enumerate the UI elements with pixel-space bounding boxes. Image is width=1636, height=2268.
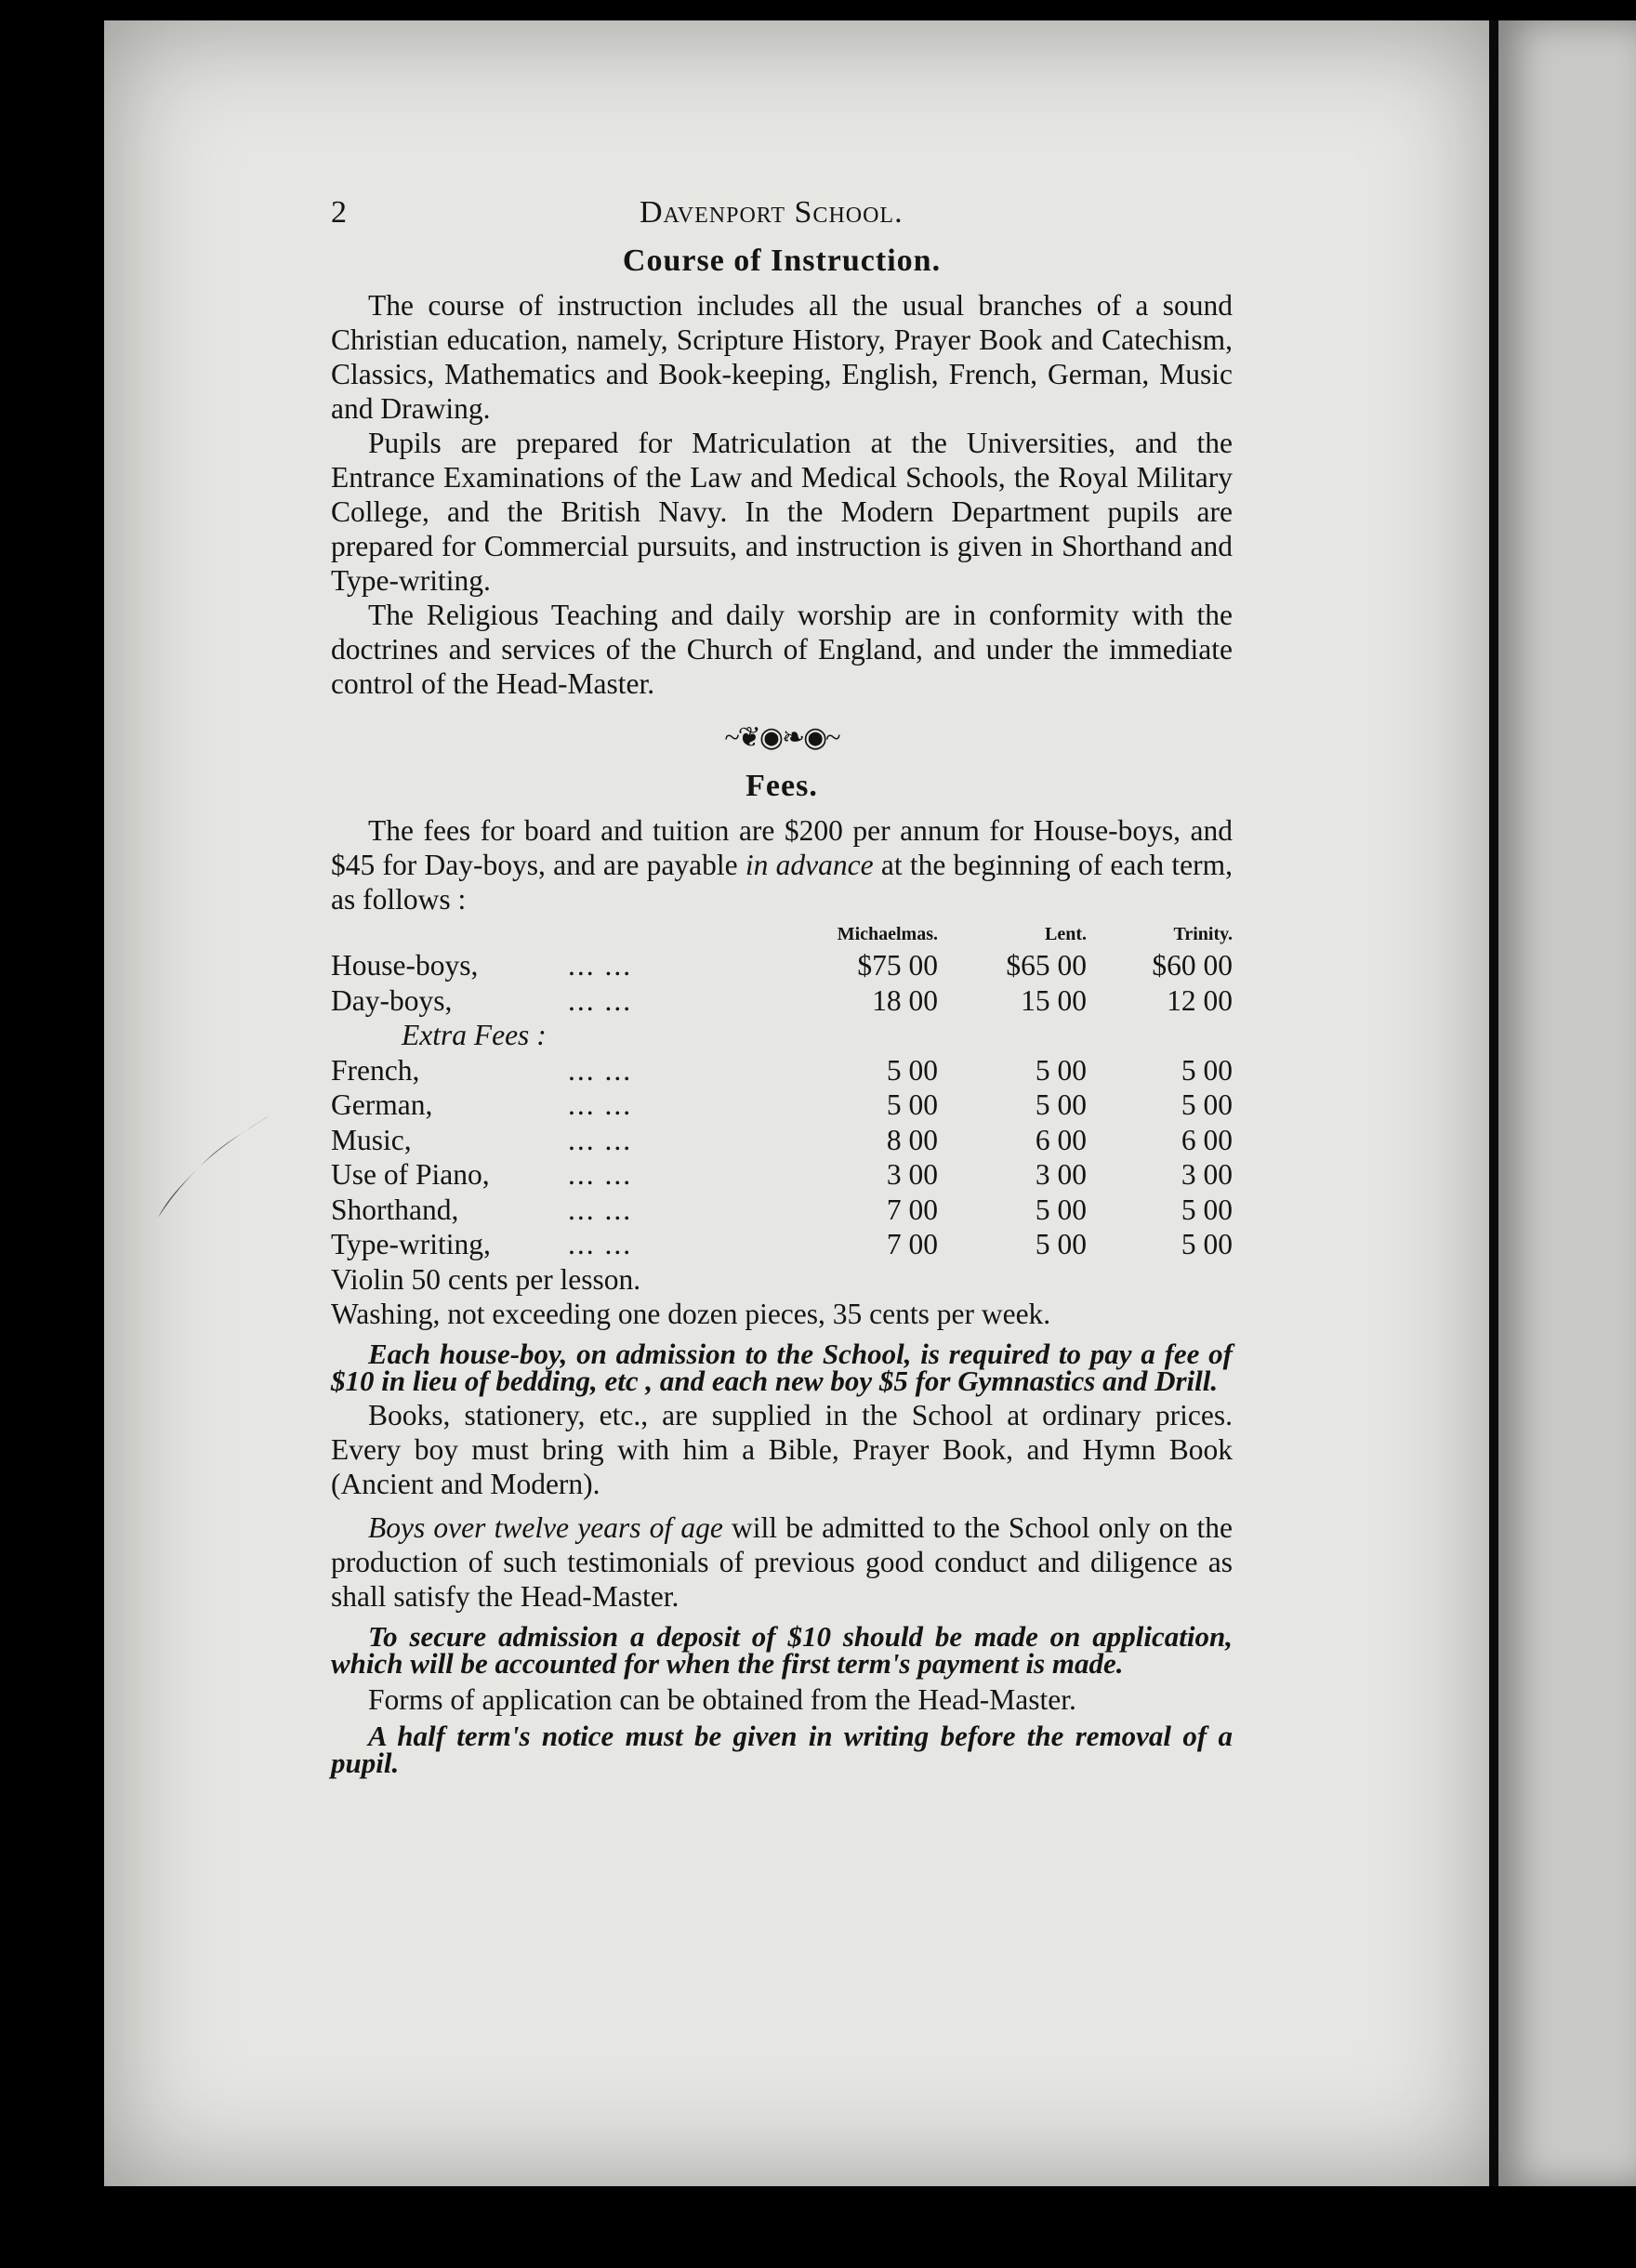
course-paragraph-3: The Religious Teaching and daily worship are in conformity with the doctrines and services of the Church of England, and under the immediate control of the Head-Master. [331, 599, 1233, 700]
table-row: Use of Piano, ... ... 3 00 3 00 3 00 [331, 1158, 1233, 1191]
page-number: 2 [331, 195, 347, 230]
fees-intro [331, 813, 1233, 916]
washing-fee: Washing, not exceeding one dozen pieces, 35 cents per week. [331, 1297, 1051, 1330]
fees-intro-part2: at the beginning of each term, as follows : [331, 849, 1234, 916]
deposit-notice: To secure admission a deposit of $10 should be made on application, which will be accounted for when the first term's payment is made. [331, 1619, 1233, 1680]
fees-intro-part1: The fees for board and tuition are $200 per annum for House-boys, and $45 for Day-boys, and are payable [331, 814, 1233, 881]
fees-table [331, 920, 1233, 1262]
decorative-divider: ~❦◉❧◉~ [724, 722, 839, 753]
fees-section-title: Fees. [745, 769, 818, 803]
column-michaelmas: Michaelmas. [837, 923, 938, 944]
ink-smudge-mark [139, 1106, 279, 1227]
boys-over-paragraph [331, 1510, 1233, 1614]
column-lent: Lent. [1045, 923, 1087, 944]
table-row: German, ... ... 5 00 5 00 5 00 [331, 1088, 1233, 1121]
table-row: Music, ... ... 8 00 6 00 6 00 [331, 1123, 1233, 1156]
adjacent-page-edge [1498, 20, 1636, 2186]
boys-over-italic: Boys over twelve years of age [368, 1510, 723, 1544]
school-name: Davenport School. [640, 195, 904, 230]
violin-fee: Violin 50 cents per lesson. [331, 1262, 641, 1296]
house-boy-notice: Each house-boy, on admission to the School, is required to pay a fee of $10 in lieu of bedding, etc , and each new boy $5 for Gymnastics and Drill. [331, 1337, 1233, 1397]
page-fold-shadow [1489, 20, 1498, 2186]
course-paragraph-2: Pupils are prepared for Matriculation at the Universities, and the Entrance Examinations of the Law and Medical Schools, the Royal Military College, and the British Navy. In the Modern Department pupils are prepared for Commercial pursuits, and instruction is given in Shorthand and Type-writing. [331, 427, 1233, 597]
table-row: House-boys, ... ... $75 00 $65 00 $60 00 [331, 949, 1233, 982]
document-content [331, 186, 1234, 1779]
course-section-title: Course of Instruction. [622, 244, 942, 278]
fees-intro-italic: in advance [745, 849, 874, 881]
table-row: Type-writing, ... ... 7 00 5 00 5 00 [331, 1228, 1233, 1260]
boys-over-rest: will be admitted to the School only on the production of such testimonials of previous good conduct and diligence as shall satisfy the Head-Master. [331, 1510, 1233, 1613]
column-trinity: Trinity. [1173, 923, 1233, 944]
half-term-notice: A half term's notice must be given in writing before the removal of a pupil. [331, 1719, 1233, 1779]
forms-paragraph: Forms of application can be obtained from the Head-Master. [368, 1682, 1076, 1716]
books-paragraph: Books, stationery, etc., are supplied in the School at ordinary prices. Every boy must bring with him a Bible, Prayer Book, and Hymn Book (Ancient and Modern). [331, 1398, 1233, 1500]
table-row: Shorthand, ... ... 7 00 5 00 5 00 [331, 1193, 1233, 1226]
course-paragraph-1: The course of instruction includes all the usual branches of a sound Christian education, namely, Scripture History, Prayer Book and Catechism, Classics, Mathematics and Book-keeping, English, French, German, Music and Drawing. [331, 289, 1233, 425]
extra-fees-label: Extra Fees : [402, 1019, 547, 1051]
fees-table-header [331, 920, 1233, 948]
extra-fees-heading-row [331, 1018, 1233, 1053]
running-header [331, 186, 1233, 242]
table-row: French, ... ... 5 00 5 00 5 00 [331, 1053, 1233, 1087]
table-row: Day-boys, ... ... 18 00 15 00 12 00 [331, 983, 1233, 1017]
